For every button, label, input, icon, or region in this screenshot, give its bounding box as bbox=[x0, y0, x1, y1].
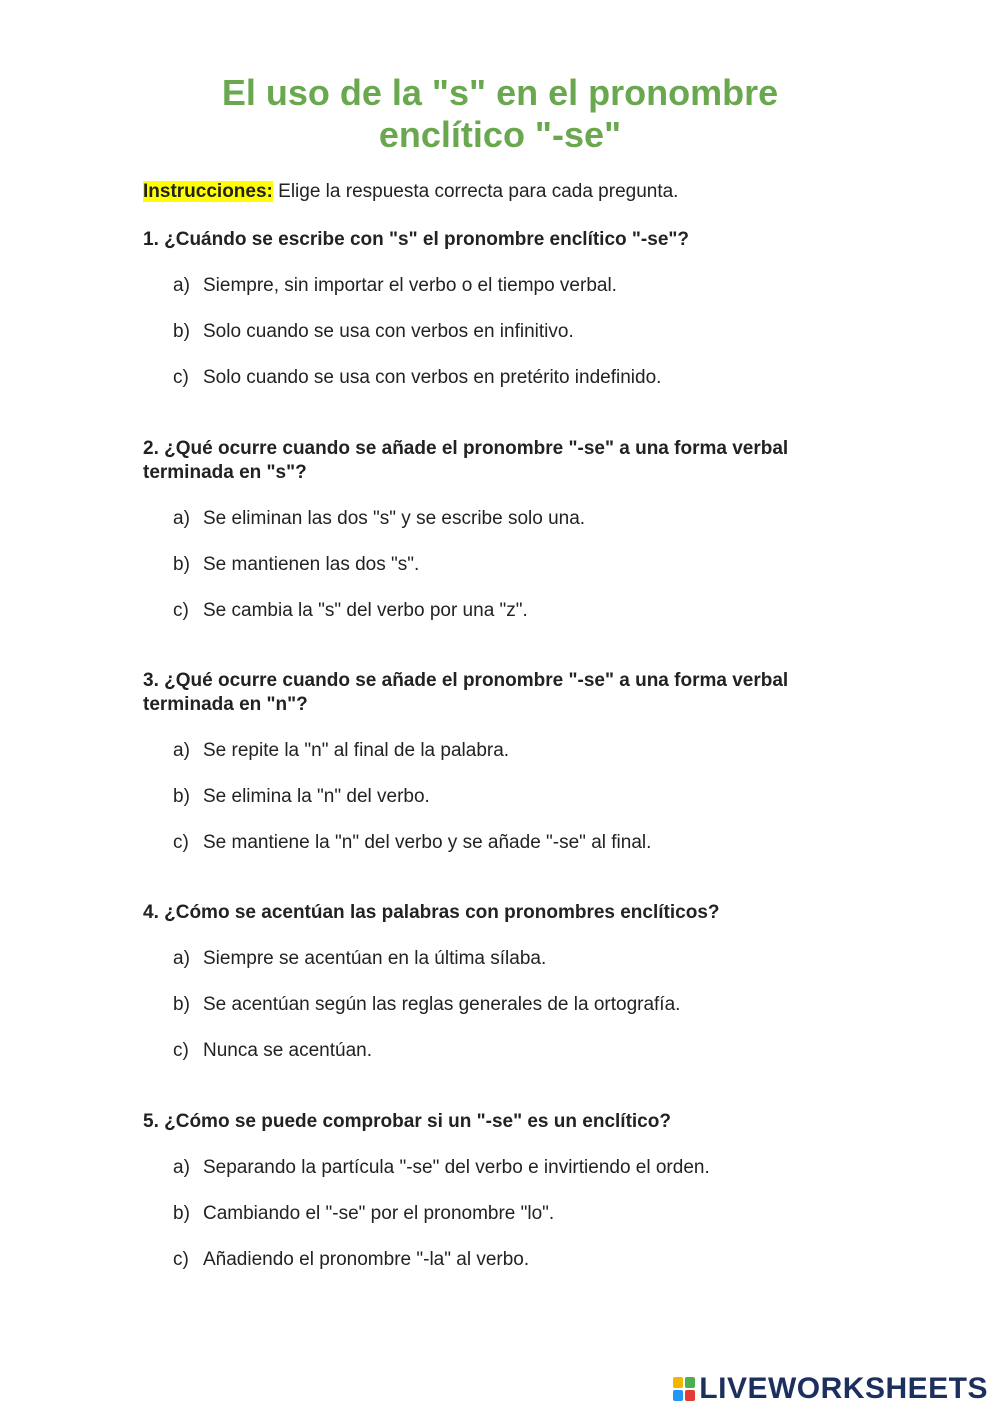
option-c[interactable] bbox=[173, 599, 863, 623]
question-text: 5. ¿Cómo se puede comprobar si un "-se" es un enclítico? bbox=[143, 1111, 671, 1132]
option-letter: b) bbox=[173, 786, 190, 807]
option-c[interactable] bbox=[173, 1039, 863, 1063]
option-b[interactable] bbox=[173, 993, 863, 1017]
page-title-line-1: El uso de la "s" en el pronombre bbox=[221, 72, 779, 113]
option-text: Se acentúan según las reglas generales de la ortografía. bbox=[203, 994, 681, 1015]
instructions-text: Elige la respuesta correcta para cada pregunta. bbox=[278, 181, 679, 202]
question-text: 2. ¿Qué ocurre cuando se añade el pronombre "-se" a una forma verbal terminada en "s"? bbox=[143, 438, 789, 483]
brand-text: LIVEWORKSHEETS bbox=[699, 1372, 988, 1405]
option-a[interactable] bbox=[173, 739, 863, 763]
option-b[interactable] bbox=[173, 785, 863, 809]
option-text: Solo cuando se usa con verbos en infinitivo. bbox=[203, 321, 574, 342]
option-letter: b) bbox=[173, 321, 190, 342]
option-text: Se elimina la "n" del verbo. bbox=[203, 786, 430, 807]
option-text: Se repite la "n" al final de la palabra. bbox=[203, 740, 510, 761]
option-text: Cambiando el "-se" por el pronombre "lo". bbox=[203, 1203, 555, 1224]
question-text: 1. ¿Cuándo se escribe con "s" el pronombre enclítico "-se"? bbox=[143, 229, 689, 250]
option-letter: b) bbox=[173, 554, 190, 575]
option-b[interactable] bbox=[173, 320, 863, 344]
liveworksheets-logo-icon bbox=[673, 1377, 695, 1401]
option-text: Siempre, sin importar el verbo o el tiempo verbal. bbox=[203, 275, 617, 296]
option-letter: a) bbox=[173, 508, 190, 529]
option-letter: c) bbox=[173, 1040, 189, 1061]
question-4 bbox=[143, 901, 863, 1063]
page-title bbox=[100, 72, 900, 156]
option-text: Nunca se acentúan. bbox=[203, 1040, 373, 1061]
option-c[interactable] bbox=[173, 366, 863, 390]
option-letter: b) bbox=[173, 994, 190, 1015]
option-a[interactable] bbox=[173, 507, 863, 531]
option-letter: a) bbox=[173, 740, 190, 761]
logo-square-green bbox=[685, 1377, 695, 1388]
option-c[interactable] bbox=[173, 831, 863, 855]
logo-square-yellow bbox=[673, 1377, 683, 1388]
option-text: Separando la partícula "-se" del verbo e invirtiendo el orden. bbox=[203, 1157, 710, 1178]
option-text: Solo cuando se usa con verbos en pretérito indefinido. bbox=[203, 367, 662, 388]
liveworksheets-brand[interactable] bbox=[673, 1372, 988, 1406]
option-letter: c) bbox=[173, 832, 189, 853]
option-b[interactable] bbox=[173, 553, 863, 577]
option-text: Se mantienen las dos "s". bbox=[203, 554, 420, 575]
option-letter: a) bbox=[173, 1157, 190, 1178]
option-text: Se mantiene la "n" del verbo y se añade "-se" al final. bbox=[203, 832, 652, 853]
option-letter: c) bbox=[173, 1249, 189, 1270]
option-text: Se eliminan las dos "s" y se escribe solo una. bbox=[203, 508, 586, 529]
question-3 bbox=[143, 669, 863, 855]
option-a[interactable] bbox=[173, 1156, 863, 1180]
option-text: Añadiendo el pronombre "-la" al verbo. bbox=[203, 1249, 530, 1270]
option-b[interactable] bbox=[173, 1202, 863, 1226]
logo-square-blue bbox=[673, 1390, 683, 1401]
question-text: 3. ¿Qué ocurre cuando se añade el pronombre "-se" a una forma verbal terminada en "n"? bbox=[143, 670, 789, 715]
question-2 bbox=[143, 437, 863, 623]
option-letter: a) bbox=[173, 948, 190, 969]
question-5 bbox=[143, 1110, 863, 1272]
option-letter: a) bbox=[173, 275, 190, 296]
instructions-label: Instrucciones: bbox=[143, 181, 273, 202]
option-text: Se cambia la "s" del verbo por una "z". bbox=[203, 600, 528, 621]
option-c[interactable] bbox=[173, 1248, 863, 1272]
page-title-line-2: enclítico "-se" bbox=[378, 114, 622, 155]
option-letter: b) bbox=[173, 1203, 190, 1224]
option-a[interactable] bbox=[173, 274, 863, 298]
logo-square-red bbox=[685, 1390, 695, 1401]
option-letter: c) bbox=[173, 367, 189, 388]
option-letter: c) bbox=[173, 600, 189, 621]
question-text: 4. ¿Cómo se acentúan las palabras con pronombres enclíticos? bbox=[143, 902, 720, 923]
instructions bbox=[143, 180, 678, 204]
option-text: Siempre se acentúan en la última sílaba. bbox=[203, 948, 547, 969]
question-1 bbox=[143, 228, 863, 390]
option-a[interactable] bbox=[173, 947, 863, 971]
